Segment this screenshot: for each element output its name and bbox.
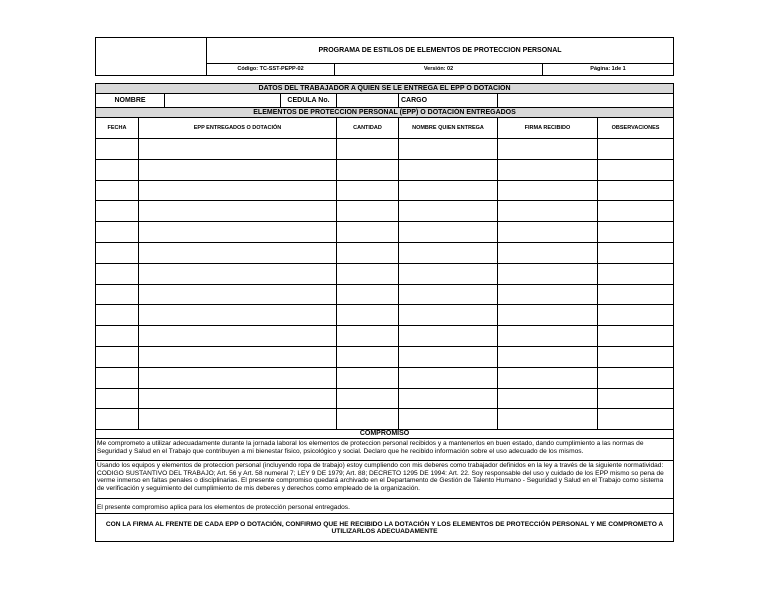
- cell-cantidad[interactable]: [337, 201, 399, 222]
- cell-nombre-entrega[interactable]: [399, 263, 498, 284]
- pagina-label: Página: 1de 1: [543, 64, 674, 76]
- header-table: [95, 37, 674, 76]
- cell-epp[interactable]: [139, 305, 337, 326]
- cell-observaciones[interactable]: [598, 346, 674, 367]
- codigo-label: Código: TC-SST-PEPP-02: [207, 64, 335, 76]
- cell-firma[interactable]: [498, 409, 598, 430]
- table-row: [96, 139, 674, 160]
- cell-observaciones[interactable]: [598, 242, 674, 263]
- cell-fecha[interactable]: [96, 222, 139, 243]
- cell-cantidad[interactable]: [337, 139, 399, 160]
- cell-firma[interactable]: [498, 388, 598, 409]
- cell-cantidad[interactable]: [337, 409, 399, 430]
- compromiso-title: COMPROMISO: [96, 430, 673, 439]
- cell-firma[interactable]: [498, 367, 598, 388]
- logo-box: [96, 38, 207, 76]
- cell-fecha[interactable]: [96, 159, 139, 180]
- cell-observaciones[interactable]: [598, 139, 674, 160]
- cell-observaciones[interactable]: [598, 180, 674, 201]
- table-row: [96, 388, 674, 409]
- col-firma: FIRMA RECIBIDO: [498, 118, 598, 139]
- cell-epp[interactable]: [139, 284, 337, 305]
- epp-table: [95, 83, 674, 542]
- compromiso-paragraph-2: Usando los equipos y elementos de proteccion personal (incluyendo ropa de trabajo) estoy cumpliendo con mis deberes como trabajador definidos en la ley a través de la siguiente normatividad: CODIGO SUSTANTIVO DEL TRABAJO; Art. 56 y Art. 58 numeral 7; LEY 9 DE 1979; Art. 88; DECRETO 1295 DE 1994: Art. 22. Soy responsable del uso y cuidado de los EPP mismo so pena de verme inmerso en faltas penales o disciplinarias. El presente compromiso quedará archivado en el Departamento de Gestión de Talento Humano - Seguridad y Salud en el Trabajo como sistema de verificación y seguimiento del cumplimiento de mis deberes y derechos como empleado de la organización.: [96, 461, 674, 499]
- cell-epp[interactable]: [139, 201, 337, 222]
- cell-epp[interactable]: [139, 263, 337, 284]
- cell-nombre-entrega[interactable]: [399, 305, 498, 326]
- cell-epp[interactable]: [139, 180, 337, 201]
- cell-observaciones[interactable]: [598, 305, 674, 326]
- cell-cantidad[interactable]: [337, 159, 399, 180]
- cell-firma[interactable]: [498, 222, 598, 243]
- cell-nombre-entrega[interactable]: [399, 367, 498, 388]
- cell-observaciones[interactable]: [598, 367, 674, 388]
- compromiso-block: [96, 430, 674, 461]
- worker-section-title: DATOS DEL TRABAJADOR A QUIEN SE LE ENTREGA EL EPP O DOTACION: [96, 84, 674, 94]
- table-row: [96, 263, 674, 284]
- cell-nombre-entrega[interactable]: [399, 388, 498, 409]
- cell-nombre-entrega[interactable]: [399, 409, 498, 430]
- version-label: Versión: 02: [335, 64, 543, 76]
- cell-observaciones[interactable]: [598, 388, 674, 409]
- cell-nombre-entrega[interactable]: [399, 284, 498, 305]
- cell-epp[interactable]: [139, 346, 337, 367]
- cell-epp[interactable]: [139, 222, 337, 243]
- cell-cantidad[interactable]: [337, 242, 399, 263]
- cell-epp[interactable]: [139, 242, 337, 263]
- nombre-label: NOMBRE: [96, 94, 165, 108]
- nombre-field[interactable]: [165, 94, 281, 108]
- cell-nombre-entrega[interactable]: [399, 222, 498, 243]
- cell-epp[interactable]: [139, 388, 337, 409]
- table-row: [96, 159, 674, 180]
- cell-observaciones[interactable]: [598, 263, 674, 284]
- cell-fecha[interactable]: [96, 263, 139, 284]
- cell-firma[interactable]: [498, 284, 598, 305]
- col-fecha: FECHA: [96, 118, 139, 139]
- cell-nombre-entrega[interactable]: [399, 346, 498, 367]
- table-row: [96, 305, 674, 326]
- table-row: [96, 346, 674, 367]
- final-statement: CON LA FIRMA AL FRENTE DE CADA EPP O DOTACIÓN, CONFIRMO QUE HE RECIBIDO LA DOTACIÓN Y LOS ELEMENTOS DE PROTECCIÓN PERSONAL Y ME COMPROMETO A UTILIZARLOS ADECUADAMENTE: [96, 514, 674, 542]
- cell-nombre-entrega[interactable]: [399, 159, 498, 180]
- cargo-field[interactable]: [498, 94, 674, 108]
- cell-observaciones[interactable]: [598, 284, 674, 305]
- col-epp: EPP ENTREGADOS O DOTACIÓN: [139, 118, 337, 139]
- cell-cantidad[interactable]: [337, 388, 399, 409]
- cell-cantidad[interactable]: [337, 346, 399, 367]
- cell-observaciones[interactable]: [598, 409, 674, 430]
- cell-fecha[interactable]: [96, 284, 139, 305]
- col-cantidad: CANTIDAD: [337, 118, 399, 139]
- cell-epp[interactable]: [139, 159, 337, 180]
- cell-observaciones[interactable]: [598, 222, 674, 243]
- cell-fecha[interactable]: [96, 388, 139, 409]
- cell-firma[interactable]: [498, 139, 598, 160]
- cell-firma[interactable]: [498, 201, 598, 222]
- cell-cantidad[interactable]: [337, 263, 399, 284]
- cell-fecha[interactable]: [96, 346, 139, 367]
- cell-firma[interactable]: [498, 305, 598, 326]
- form-sheet: [95, 37, 673, 542]
- cell-epp[interactable]: [139, 367, 337, 388]
- cell-cantidad[interactable]: [337, 305, 399, 326]
- cell-nombre-entrega[interactable]: [399, 139, 498, 160]
- cedula-field[interactable]: [337, 94, 399, 108]
- cell-epp[interactable]: [139, 409, 337, 430]
- table-row: [96, 367, 674, 388]
- cell-fecha[interactable]: [96, 367, 139, 388]
- cell-firma[interactable]: [498, 346, 598, 367]
- cell-nombre-entrega[interactable]: [399, 326, 498, 347]
- compromiso-paragraph-1: Me comprometo a utilizar adecuadamente durante la jornada laboral los elementos de proteccion personal recibidos y a mantenerlos en buen estado, dando cumplimiento a las normas de Seguridad y Salud en el Trabajo que contribuyen a mi bienestar fisico, psicológico y social. Declaro que he recibido información sobre el uso adecuado de los mismos.: [97, 440, 644, 455]
- cargo-label: CARGO: [399, 94, 498, 108]
- cell-cantidad[interactable]: [337, 180, 399, 201]
- cell-firma[interactable]: [498, 263, 598, 284]
- cell-fecha[interactable]: [96, 326, 139, 347]
- table-row: [96, 201, 674, 222]
- cell-firma[interactable]: [498, 180, 598, 201]
- cell-observaciones[interactable]: [598, 326, 674, 347]
- cell-fecha[interactable]: [96, 242, 139, 263]
- form-title: PROGRAMA DE ESTILOS DE ELEMENTOS DE PROTECCION PERSONAL: [207, 38, 674, 64]
- cell-observaciones[interactable]: [598, 201, 674, 222]
- cell-nombre-entrega[interactable]: [399, 201, 498, 222]
- table-row: [96, 409, 674, 430]
- cell-cantidad[interactable]: [337, 222, 399, 243]
- table-row: [96, 242, 674, 263]
- cell-nombre-entrega[interactable]: [399, 180, 498, 201]
- cell-firma[interactable]: [498, 242, 598, 263]
- cell-nombre-entrega[interactable]: [399, 242, 498, 263]
- cedula-label: CEDULA No.: [281, 94, 337, 108]
- cell-cantidad[interactable]: [337, 284, 399, 305]
- cell-epp[interactable]: [139, 139, 337, 160]
- col-observaciones: OBSERVACIONES: [598, 118, 674, 139]
- cell-observaciones[interactable]: [598, 159, 674, 180]
- table-row: [96, 284, 674, 305]
- col-nombre-entrega: NOMBRE QUIEN ENTREGA: [399, 118, 498, 139]
- table-row: [96, 326, 674, 347]
- compromiso-paragraph-3: El presente compromiso aplica para los elementos de protección personal entregados.: [96, 499, 674, 514]
- epp-section-title: ELEMENTOS DE PROTECCION PERSONAL (EPP) O DOTACIÓN ENTREGADOS: [96, 108, 674, 118]
- table-row: [96, 180, 674, 201]
- cell-fecha[interactable]: [96, 409, 139, 430]
- cell-cantidad[interactable]: [337, 326, 399, 347]
- cell-fecha[interactable]: [96, 180, 139, 201]
- table-row: [96, 222, 674, 243]
- cell-fecha[interactable]: [96, 201, 139, 222]
- cell-epp[interactable]: [139, 326, 337, 347]
- cell-cantidad[interactable]: [337, 367, 399, 388]
- cell-firma[interactable]: [498, 326, 598, 347]
- cell-fecha[interactable]: [96, 139, 139, 160]
- cell-firma[interactable]: [498, 159, 598, 180]
- cell-fecha[interactable]: [96, 305, 139, 326]
